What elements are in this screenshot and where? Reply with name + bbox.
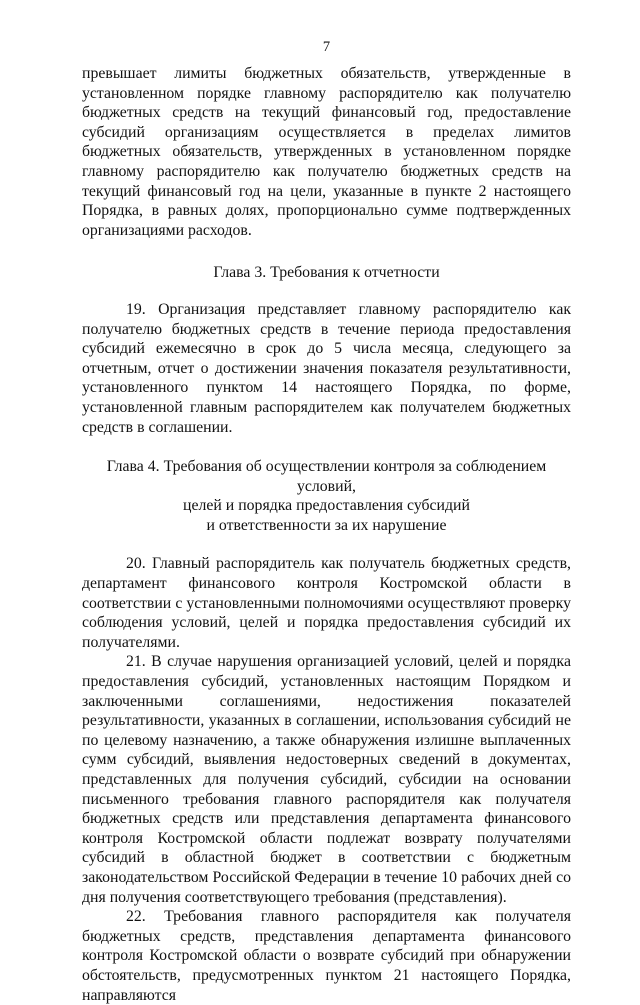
document-body [82,64,571,1005]
chapter-4-heading-line-2: целей и порядка предоставления субсидий [183,497,470,515]
chapter-4-heading-line-3: и ответственности за их нарушение [206,516,447,534]
chapter-3-heading: Глава 3. Требования к отчетности [213,264,440,282]
chapter-4-heading-line-1: Глава 4. Требования об осуществлении контроля за соблюдением условий, [106,458,547,495]
paragraph-20: 20. Главный распорядитель как получатель бюджетных средств, департамент финансового контроля Костромской области в соответствии с установленными полномочиями осуществляют проверку соблюдения условий, целей и порядка предоставления субсидий их получателями. [82,555,571,651]
paragraph-22: 22. Требования главного распорядителя как получателя бюджетных средств, представления департамента финансового контроля Костромской области о возврате субсидий при обнаружении обстоятельств, предусмотренных пунктом 21 настоящего Порядка, направляются [82,908,571,1004]
paragraph-19: 19. Организация представляет главному распорядителю как получателю бюджетных средств в течение периода предоставления субсидий ежемесячно в срок до 5 числа месяца, следующего за отчетным, отчет о достижении значения показателя результативности, установленного пунктом 14 настоящего Порядка, по форме, установленной главным распорядителем как получателем бюджетных средств в соглашении. [82,300,571,436]
intro-paragraph: превышает лимиты бюджетных обязательств, утвержденные в установленном порядке главному распорядителю как получателю бюджетных средств на текущий финансовый год, предоставление субсидий организациям осуществляется в пределах лимитов бюджетных обязательств, утвержденных в установленном порядке главному распорядителю как получателю бюджетных средств на текущий финансовый год на цели, указанные в пункте 2 настоящего Порядка, в равных долях, пропорционально сумме подтвержденных организациями расходов. [82,65,571,239]
chapter-4-heading [82,457,571,535]
page-number: 7 [322,39,331,55]
paragraph-21: 21. В случае нарушения организацией условий, целей и порядка предоставления субсидий, установленных настоящим Порядком и заключенными соглашениями, недостижения показателей результативности, указанных в соглашении, использования субсидий не по целевому назначению, а также обнаружения излишне выплаченных сумм субсидий, выявления недостоверных сведений в документах, представленных для получения субсидий, субсидии на основании письменного требования главного распорядителя как получателя бюджетных средств или представления департамента финансового контроля Костромской области подлежат возврату получателями субсидий в областной бюджет в соответствии с бюджетным законодательством Российской Федерации в течение 10 рабочих дней со дня получения соответствующего требования (представления). [82,653,571,906]
